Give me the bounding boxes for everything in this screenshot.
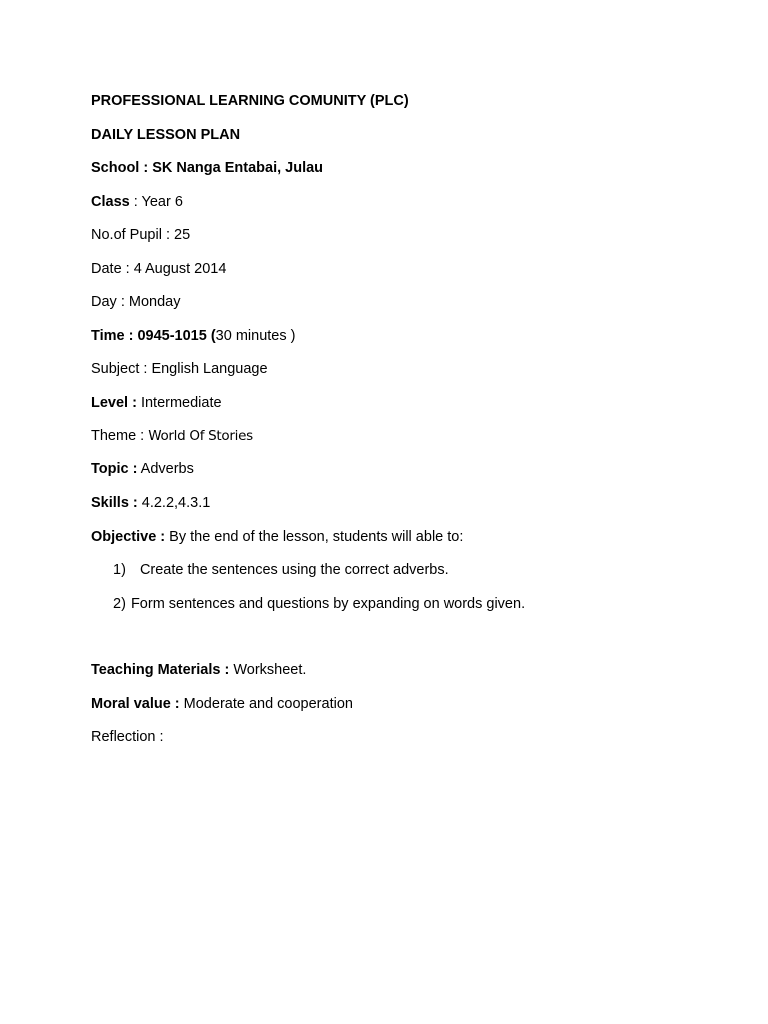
objective-item-2 [113,595,525,613]
moral-value-text: Moderate and cooperation [179,696,353,712]
time-duration: 30 minutes ) [215,328,296,344]
document-subheading: DAILY LESSON PLAN [91,127,241,143]
materials-value: Worksheet. [229,662,307,678]
class-value: : Year 6 [129,194,183,210]
theme-line [91,427,253,445]
date-line: Date : 4 August 2014 [91,261,227,277]
materials-label: Teaching Materials : [91,662,230,678]
time-line [91,327,295,345]
objective-item-number: 2) [113,596,126,612]
objective-item-text: Create the sentences using the correct adverbs. [139,562,449,578]
class-line [91,193,183,211]
objective-item-text: Form sentences and questions by expanding on words given. [130,596,526,612]
objective-item-1 [113,561,449,579]
objective-line [91,528,463,546]
level-value: Intermediate [136,395,222,411]
skills-line [91,494,210,512]
level-label: Level : [91,395,137,411]
reflection-line: Reflection : [91,729,164,745]
subject-line: Subject : English Language [91,361,268,377]
theme-label: Theme : [91,428,149,444]
topic-label: Topic : [91,461,138,477]
moral-value-label: Moral value : [91,696,180,712]
pupils-line: No.of Pupil : 25 [91,227,191,243]
day-line: Day : Monday [91,294,181,310]
objective-item-number: 1) [113,562,126,578]
theme-value: World Of Stories [148,428,253,444]
objective-label: Objective : [91,529,166,545]
time-label: Time : 0945-1015 ( [91,328,216,344]
materials-line [91,661,306,679]
topic-value: Adverbs [137,461,194,477]
objective-value: By the end of the lesson, students will able to: [165,529,464,545]
topic-line [91,460,194,478]
skills-label: Skills : [91,495,138,511]
level-line [91,394,222,412]
skills-value: 4.2.2,4.3.1 [137,495,211,511]
moral-value-line [91,695,353,713]
school-line: School : SK Nanga Entabai, Julau [91,160,324,176]
class-label: Class [91,194,130,210]
document-heading: PROFESSIONAL LEARNING COMUNITY (PLC) [91,93,409,109]
